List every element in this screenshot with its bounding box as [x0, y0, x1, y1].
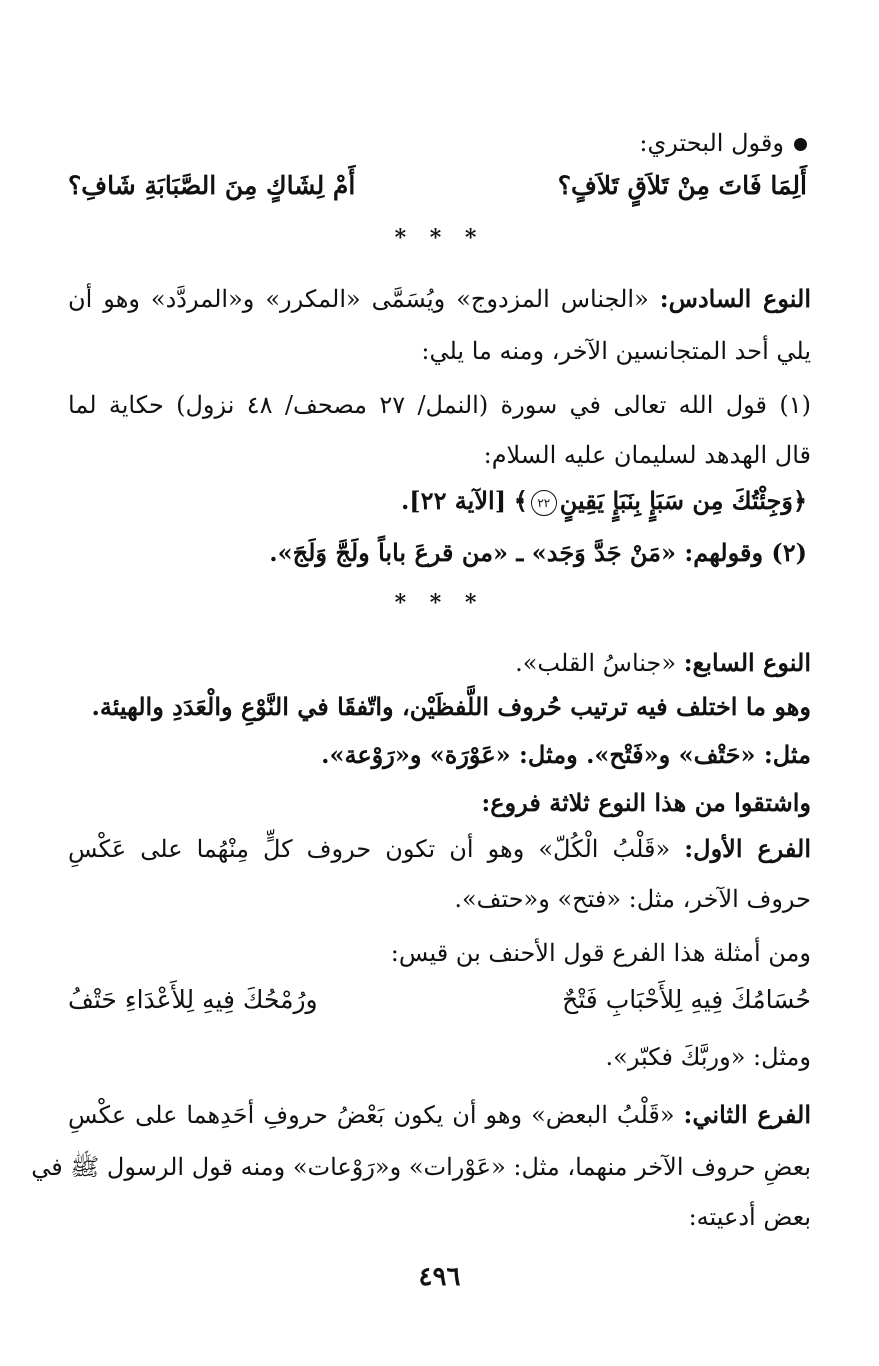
type6-example1-line1: (١) قول الله تعالى في سورة (النمل/ ٢٧ مصحف/ ٤٨ نزول) حكاية لما — [68, 391, 811, 419]
ayah-reference: [الآية ٢٢]. — [400, 486, 507, 515]
ayah-number-icon: ٢٢ — [531, 490, 557, 516]
type6-line2: يلي أحد المتجانسين الآخر، ومنه ما يلي: — [421, 337, 811, 365]
branch1-line2: حروف الآخر، مثل: «فتح» و«حتف». — [454, 885, 811, 913]
branch2-label: الفرع الثاني: — [683, 1100, 811, 1129]
quran-close-bracket: ﴾ — [513, 486, 528, 515]
verse2-right-hemistich: حُسَامُكَ فِيهِ لِلأَحْبَابِ فَتْحٌ — [562, 985, 811, 1014]
branch1-text: «قَلْبُ الْكُلّ» وهو أن تكون حروف كلٍّ مِنْهُما على عَكْسِ — [68, 835, 671, 863]
ahnaf-intro: ومن أمثلة هذا الفرع قول الأحنف بن قيس: — [390, 939, 811, 967]
type7-heading-line — [68, 646, 811, 680]
verse1-left-hemistich: أَمْ لِشَاكٍ مِنَ الصَّبَابَةِ شَافِ؟ — [68, 171, 356, 200]
branch1-label: الفرع الأول: — [684, 834, 811, 863]
page-number: ٤٩٦ — [418, 1262, 461, 1292]
type7-definition: وهو ما اختلف فيه ترتيب حُروف اللَّفظَيْن، واتّفقَا في النَّوْعِ والْعَدَدِ والهيئة. — [91, 692, 811, 721]
quran-verse-line — [68, 484, 807, 518]
section-separator-2: * * * — [394, 590, 485, 616]
bullet-icon — [794, 138, 807, 151]
branch1-line1 — [68, 832, 811, 866]
type6-line1: «الجناس المزدوج» ويُسَمَّى «المكرر» و«المردَّد» وهو أن — [68, 285, 649, 313]
verse2-left-hemistich: ورُمْحُكَ فِيهِ لِلأَعْدَاءِ حَتْفُ — [68, 985, 318, 1014]
section-separator: * * * — [394, 225, 485, 251]
branch2-text: «قَلْبُ البعض» وهو أن يكون بَعْضُ حروفِ أحَدِهما على عكْسِ — [68, 1101, 675, 1129]
branch2-line1 — [68, 1098, 811, 1132]
poet-intro: وقول البحتري: — [68, 126, 807, 160]
branch2-line2: بعضِ حروف الآخر منهما، مثل: «عَوْرات» و«رَوْعات» ومنه قول الرسول ﷺ في — [31, 1153, 811, 1181]
quran-text: ﴿وَجِئْتُكَ مِن سَبَإٍ بِنَبَإٍ يَقِينٍ — [559, 486, 807, 515]
type6-heading-line — [68, 282, 811, 316]
type7-example: مثل: «حَتْف» و«فَتْح». ومثل: «عَوْرَة» و«رَوْعة». — [321, 740, 811, 769]
type7-branches: واشتقوا من هذا النوع ثلاثة فروع: — [481, 788, 811, 817]
type6-example1-line2: قال الهدهد لسليمان عليه السلام: — [483, 441, 811, 469]
type7-label: النوع السابع: — [683, 648, 811, 677]
branch2-line3: بعض أدعيته: — [688, 1203, 811, 1231]
verse1-right-hemistich: أَلِمَا فَاتَ مِنْ تَلاَقٍ تَلاَفٍ؟ — [557, 171, 807, 200]
type6-label: النوع السادس: — [659, 284, 811, 313]
type7-title: «جناسُ القلب». — [515, 649, 677, 677]
type6-example2: (٢) وقولهم: «مَنْ جَدَّ وَجَد» ـ «من قرعَ باباً ولَجَّ وَلَجَ». — [269, 538, 807, 567]
type7-example2: ومثل: «وربَّكَ فكبّر». — [605, 1043, 811, 1071]
